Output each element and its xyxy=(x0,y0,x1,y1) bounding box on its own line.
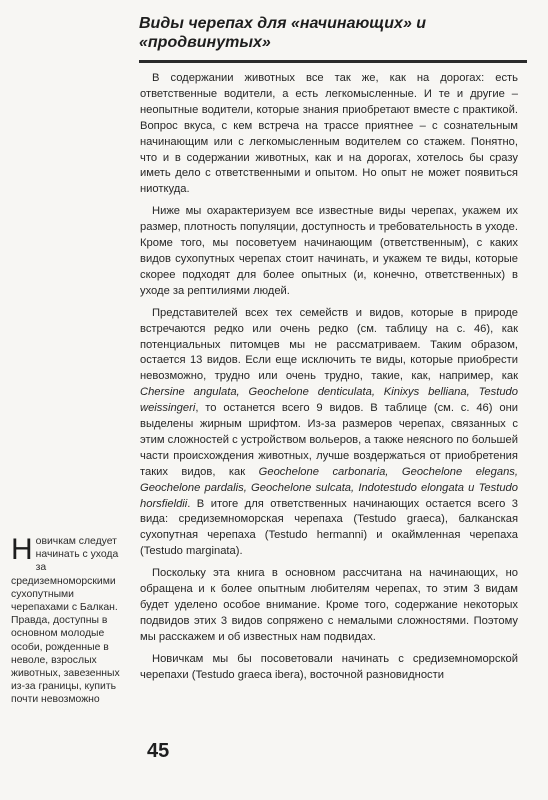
paragraph-species-text-a: Представителей всех тех семейств и видов, которые в природе встречаются редко или очень редко (см. таблицу на с. 46), как потенциальных питомцев мы не рассматриваем. Таким образом, остается 13 видов. Если еще исключить те виды, которые приобрести невозможно, трудно или очень трудно, такие, как, например, как xyxy=(140,306,518,383)
main-text xyxy=(140,71,518,690)
heading-underline xyxy=(139,60,527,63)
paragraph-characterize: Ниже мы охарактеризуем все известные виды черепах, укажем их размер, плотность популяции, доступность и требовательность в уходе. Кроме того, мы посоветуем начинающим (ответственным), с каких видов сухопутных черепах стоит начинать, и укажем те виды, которые скорее подходят для более опытных (и, конечно, ответственных) в уходе за рептилиями людей. xyxy=(140,205,518,297)
paragraph-species-text-b: , то останется всего 9 видов. В таблице (см. с. 46) они выделены жирным шрифтом. Из-за размеров черепах, связанных с этим сложностей с устройством вольеров, а также неясного по большей части происхождения животных, лучше воздержаться от приобретения таких видов, как xyxy=(140,402,518,478)
sidebar-text: овичкам следует начинать с ухода за средиземноморскими сухопутными черепахами с Балкан. Правда, доступны в основном молодые особи, рожденные в неволе, взрослых животных, завезенных из-за границы, купить почти невозможно xyxy=(11,536,120,706)
paragraph-recommendation: Новичкам мы бы посоветовали начинать с средиземноморской черепахи (Testudo graeca ibera), восточной разновидности xyxy=(140,652,518,681)
paragraph-species xyxy=(140,306,518,561)
sidebar-note xyxy=(11,535,123,707)
species-list-large: Geochelone carbonaria, Geochelone elegans, Geochelone pardalis, Geochelone sulcata, Indotestudo elongata и Testudo horsfieldii xyxy=(140,465,518,510)
section-heading: Виды черепах для «начинающих» и «продвинутых» xyxy=(139,15,427,51)
species-list-excluded: Chersine angulata, Geochelone denticulata, Kinixys belliana, Testudo weissingeri xyxy=(140,386,518,415)
paragraph-book-focus: Поскольку эта книга в основном рассчитана на начинающих, но обращена и к более опытным любителям черепах, то этим 3 видам будет уделено особое внимание. Кроме того, содержание некоторых подвидов этих 3 видов сопряжено с немалыми сложностями. Поэтому мы расскажем и об известных нам подвидах. xyxy=(140,567,518,643)
paragraph-species-text-c: . В итоге для ответственных начинающих остается всего 3 вида: средиземноморская черепаха (Testudo graeca), балканская сухопутная черепаха (Testudo hermanni) и окаймленная черепаха (Testudo marginata). xyxy=(140,497,518,558)
paragraph-intro: В содержании животных все так же, как на дорогах: есть ответственные водители, а есть легкомысленные. И те и другие – неопытные водители, которые знания приобретают вместе с практикой. Вопрос вкуса, с кем встреча на трассе приятнее – с сознательным начинающим или с легкомысленным водителем со стажем. Понятно, что и в содержании животных, как и на дорогах, хотелось бы сразу иметь дело с ответственными и опытом. Но опыт не может появиться ниоткуда. xyxy=(140,72,518,196)
page-number: 45 xyxy=(147,740,170,762)
sidebar-dropcap: Н xyxy=(11,533,33,566)
